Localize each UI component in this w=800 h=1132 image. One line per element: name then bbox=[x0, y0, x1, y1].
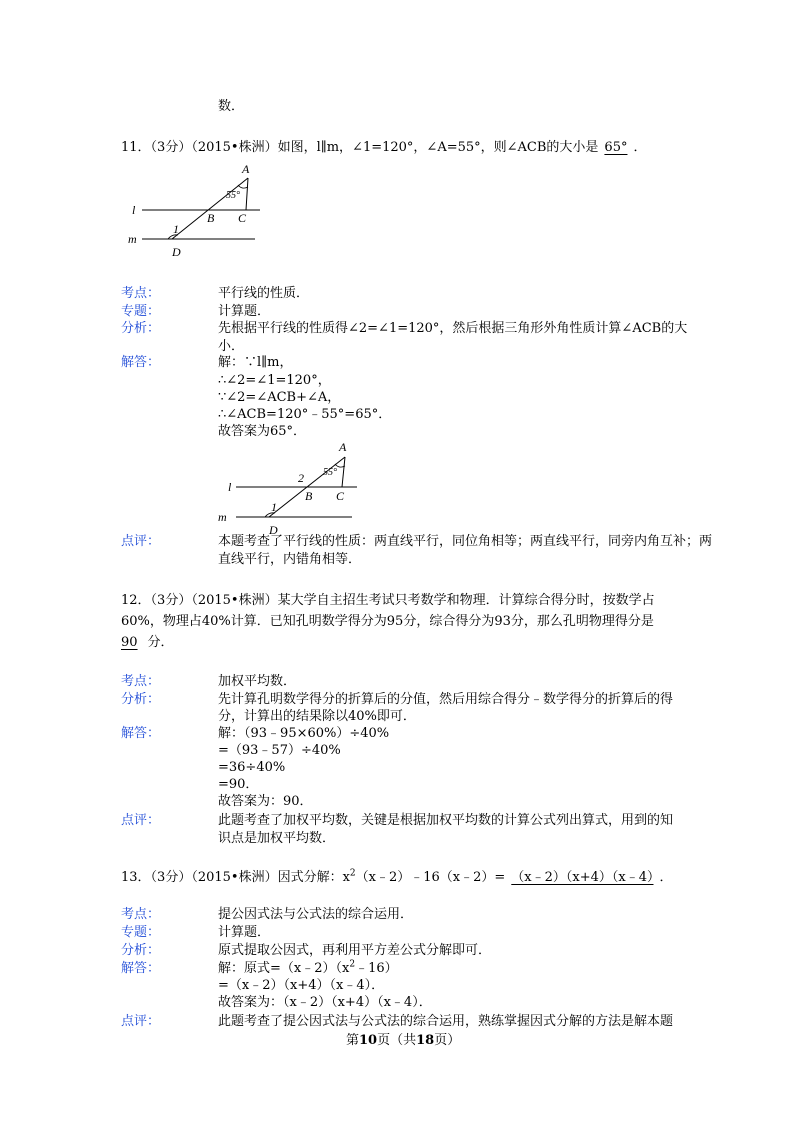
fig1-label-m: m bbox=[128, 232, 137, 246]
q12-jieda-line2: =（93﹣57）÷40% bbox=[218, 743, 341, 758]
q12-stem-line2: 60%，物理占40%计算．已知孔明数学得分为95分，综合得分为93分，那么孔明物理得分是 bbox=[121, 614, 654, 629]
q11-figure-2 bbox=[214, 437, 364, 537]
q12-jieda-line1: 解：（93﹣95×60%）÷40% bbox=[218, 726, 390, 741]
q13-jieda-line1: 解：原式$=(x﹣2)(x^2﹣16)$ bbox=[218, 959, 398, 976]
q11-figure-1 bbox=[130, 160, 270, 260]
fig2-label-1: 1 bbox=[271, 500, 277, 514]
q13-kaodian: 提公因式法与公式法的综合运用． bbox=[218, 907, 414, 922]
q11-zhuanti-label: 专题： bbox=[121, 304, 161, 319]
q11-dianping-line2: 直线平行，内错角相等． bbox=[218, 552, 362, 567]
q12-fenxi-label: 分析： bbox=[121, 692, 161, 707]
q12-fenxi-line2: 分，计算出的结果除以40%即可． bbox=[218, 709, 416, 724]
q12-dianping-label: 点评： bbox=[121, 813, 161, 828]
fig2-label-2: 2 bbox=[298, 471, 304, 485]
q11-fenxi-label: 分析： bbox=[121, 321, 161, 336]
q12-answer: 90 bbox=[121, 635, 138, 650]
q13-jieda-line2: =（x﹣2）（x+4）（x﹣4）． bbox=[218, 978, 385, 993]
q11-answer: 65° bbox=[604, 140, 628, 155]
q13-jieda-label: 解答： bbox=[121, 961, 161, 976]
q12-dianping-line1: 此题考查了加权平均数，关键是根据加权平均数的计算公式列出算式，用到的知 bbox=[218, 813, 674, 828]
fig1-label-A: A bbox=[242, 162, 250, 176]
fig1-label-l: l bbox=[132, 203, 136, 217]
fig1-angle-label: 55° bbox=[226, 190, 240, 201]
q12-kaodian: 加权平均数． bbox=[218, 674, 297, 689]
fig1-label-C: C bbox=[238, 211, 247, 225]
q12-jieda-label: 解答： bbox=[121, 726, 161, 741]
q13-zhuanti-label: 专题： bbox=[121, 925, 161, 940]
fig2-label-D: D bbox=[269, 523, 278, 537]
q13-answer: （x﹣2）（x+4）（x﹣4） bbox=[511, 870, 654, 885]
q13-zhuanti: 计算题． bbox=[218, 925, 271, 940]
page-total: 18 bbox=[416, 1033, 435, 1048]
fig2-label-B: B bbox=[305, 489, 313, 503]
fig2-angle-label: 55° bbox=[323, 467, 337, 478]
q11-stem: 11．（3分）（2015•株洲）如图，l∥m，∠1=120°，∠A=55°，则∠ACB的大小是 65° ． bbox=[121, 140, 647, 155]
fig1-label-B: B bbox=[207, 211, 215, 225]
fig2-label-m: m bbox=[218, 510, 227, 524]
q12-stem-line1: 12．（3分）（2015•株洲）某大学自主招生考试只考数学和物理．计算综合得分时，按数学占 bbox=[121, 593, 655, 608]
q11-jieda-line2: ∴∠2=∠1=120°， bbox=[218, 373, 331, 388]
q11-kaodian: 平行线的性质． bbox=[218, 286, 310, 301]
q11-dianping-line1: 本题考查了平行线的性质：两直线平行，同位角相等；两直线平行，同旁内角互补；两 bbox=[218, 534, 713, 549]
q12-jieda-line4: =90． bbox=[218, 777, 259, 792]
page-footer: 第10页（共18页） bbox=[346, 1033, 461, 1048]
continuation-text: 数． bbox=[218, 99, 245, 114]
fig2-label-l: l bbox=[228, 480, 232, 494]
q13-stem: 13．（3分）（2015•株洲）因式分解：$x^2(x﹣2)﹣16(x﹣2)=$ （x﹣2）（x+4）（x﹣4） ． bbox=[121, 868, 673, 885]
q11-jieda-label: 解答： bbox=[121, 355, 161, 370]
q11-fenxi-line1: 先根据平行线的性质得∠2=∠1=120°，然后根据三角形外角性质计算∠ACB的大 bbox=[218, 321, 688, 336]
q11-fenxi-line2: 小． bbox=[218, 339, 245, 354]
q11-jieda-line3: ∵∠2=∠ACB+∠A， bbox=[218, 390, 341, 405]
fig2-label-A: A bbox=[339, 440, 347, 454]
q13-fenxi-label: 分析： bbox=[121, 943, 161, 958]
fig1-label-1: 1 bbox=[173, 222, 179, 236]
q12-jieda-line3: =36÷40% bbox=[218, 760, 286, 775]
q11-jieda-line4: ∴∠ACB=120°﹣55°=65°． bbox=[218, 407, 392, 422]
q11-kaodian-label: 考点： bbox=[121, 286, 161, 301]
q11-dianping-label: 点评： bbox=[121, 534, 161, 549]
q11-jieda-line5: 故答案为65°． bbox=[218, 424, 307, 439]
page-number: 10 bbox=[359, 1033, 378, 1048]
fig1-label-D: D bbox=[172, 245, 181, 259]
q13-kaodian-label: 考点： bbox=[121, 907, 161, 922]
q13-jieda-line3: 故答案为：（x﹣2）（x+4）（x﹣4）． bbox=[218, 995, 432, 1010]
q12-dianping-line2: 识点是加权平均数． bbox=[218, 831, 336, 846]
q12-fenxi-line1: 先计算孔明数学得分的折算后的分值，然后用综合得分﹣数学得分的折算后的得 bbox=[218, 692, 674, 707]
q12-kaodian-label: 考点： bbox=[121, 674, 161, 689]
q11-zhuanti: 计算题． bbox=[218, 304, 271, 319]
q11-jieda-line1: 解：∵l∥m， bbox=[218, 355, 293, 370]
q13-fenxi: 原式提取公因式，再利用平方差公式分解即可． bbox=[218, 943, 492, 958]
q12-jieda-line5: 故答案为：90． bbox=[218, 794, 313, 809]
q13-dianping-label: 点评： bbox=[121, 1014, 161, 1029]
q13-dianping-line1: 此题考查了提公因式法与公式法的综合运用，熟练掌握因式分解的方法是解本题 bbox=[218, 1014, 674, 1029]
q12-stem-line3: 90 分． bbox=[121, 635, 174, 650]
fig2-label-C: C bbox=[336, 489, 345, 503]
